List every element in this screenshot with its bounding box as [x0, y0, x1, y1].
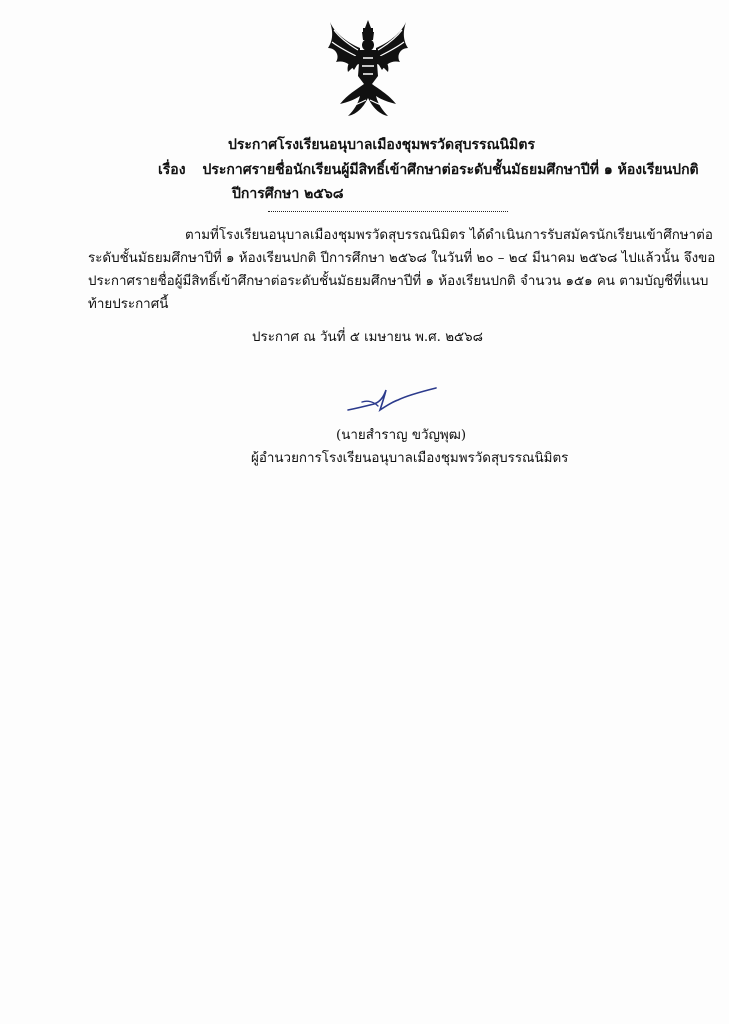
dotted-divider — [268, 211, 508, 212]
body-line: ตามที่โรงเรียนอนุบาลเมืองชุมพรวัดสุบรรณนิมิตร ได้ดำเนินการรับสมัครนักเรียนเข้าศึกษาต่อ — [185, 228, 713, 243]
body-line: ท้ายประกาศนี้ — [88, 297, 169, 312]
announcement-title: ประกาศโรงเรียนอนุบาลเมืองชุมพรวัดสุบรรณนิมิตร — [228, 137, 535, 153]
academic-year: ปีการศึกษา ๒๕๖๘ — [232, 186, 344, 202]
body-line: ประกาศรายชื่อผู้มีสิทธิ์เข้าศึกษาต่อระดับชั้นมัธยมศึกษาปีที่ ๑ ห้องเรียนปกติ จำนวน ๑๕๑ คน ตามบัญชีที่แนบ — [88, 274, 709, 289]
signer-name: (นายสำราญ ขวัญพุฒ) — [336, 428, 467, 443]
signature-icon — [340, 384, 440, 418]
announcement-date: ประกาศ ณ วันที่ ๕ เมษายน พ.ศ. ๒๕๖๘ — [252, 330, 483, 345]
subject-label: เรื่อง — [158, 162, 186, 178]
garuda-emblem-icon — [326, 18, 410, 120]
subject-row — [158, 159, 699, 181]
body-line: ระดับชั้นมัธยมศึกษาปีที่ ๑ ห้องเรียนปกติ ปีการศึกษา ๒๕๖๘ ในวันที่ ๒๐ – ๒๔ มีนาคม ๒๕๖๘ ไปแล้วนั้น จึงขอ — [88, 251, 716, 266]
signer-position: ผู้อำนวยการโรงเรียนอนุบาลเมืองชุมพรวัดสุบรรณนิมิตร — [251, 451, 569, 466]
subject-text: ประกาศรายชื่อนักเรียนผู้มีสิทธิ์เข้าศึกษาต่อระดับชั้นมัธยมศึกษาปีที่ ๑ ห้องเรียนปกติ — [202, 162, 699, 178]
